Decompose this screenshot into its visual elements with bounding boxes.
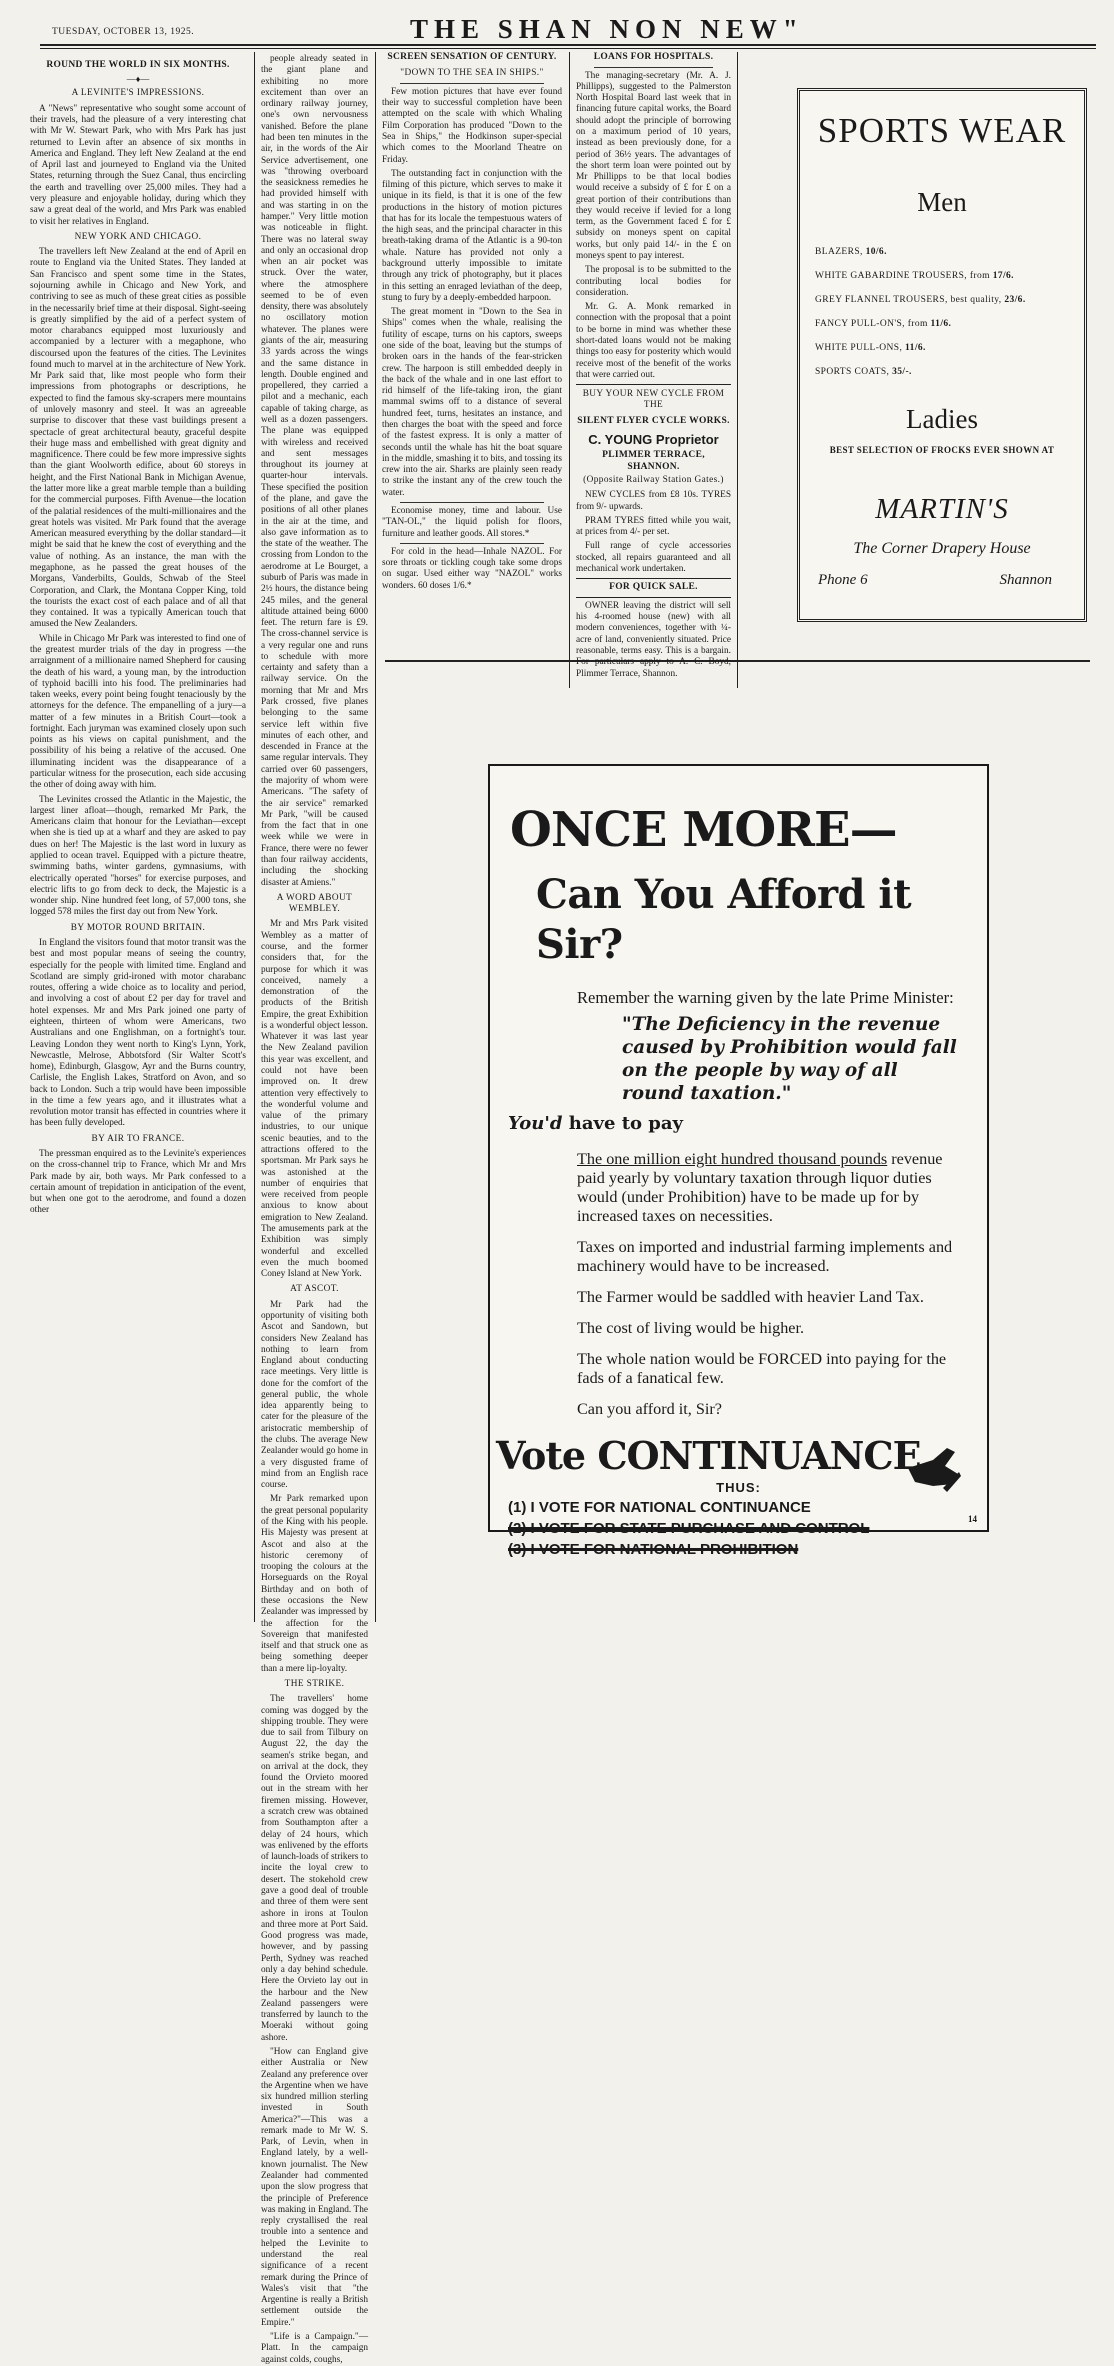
divider: [594, 67, 713, 68]
once-more-heading: ONCE MORE—: [510, 802, 897, 858]
option-state-purchase: (2) I VOTE FOR STATE PURCHASE AND CONTROL: [508, 1520, 870, 1537]
price-item: [815, 240, 1084, 264]
paragraph: The Levinites crossed the Atlantic in the Majestic, the largest liner afloat—though, remarked Mr Park, the Americans claim that honour for the Leviathan—except when she is tied up at a wharf and they are asked to pay dues on her! The Majestic is the last word in luxury as applied to ocean travel. Equipped with a picture theatre, swimming baths, winter gardens, gymnasiums, with electrically operated "horses" for exercise purposes, and electric lifts to go from deck to deck, the Majestic is a wonder ship. Nine hundred feet long, of 57,000 tons, she logged 578 miles the first day out from New York.: [30, 794, 246, 918]
item-price: 23/6.: [1004, 295, 1026, 305]
divider: —♦—: [126, 73, 150, 84]
item-name: SPORTS COATS,: [815, 367, 890, 377]
cycle-ad-range: Full range of cycle accessories stocked, all repairs guaranteed and all mechanical work undertaken.: [576, 541, 731, 575]
item-name: BLAZERS,: [815, 247, 863, 257]
paragraph: While in Chicago Mr Park was interested to find one of the greatest murder trials of the day in progress —the arraignment of a millionaire named Shepherd for causing the death of his ward, a young man, by the introduction of typhoid bacilli into his food. The preliminaries had taken weeks, every point being fought tenaciously by the attorneys for the defence. The empanelling of a jury—a matter of a few minutes in a British Court—took a fortnight. Each juryman was examined closely upon such points as his views on capital punishment, and the possibility of his being a relative of the accused. One illuminating incident was the disappearance of a particular witness for the prosecution, each side accusing the other of doing away with him.: [30, 633, 246, 791]
option-prohibition: (3) I VOTE FOR NATIONAL PROHIBITION: [508, 1541, 799, 1558]
article-subhead: NEW YORK AND CHICAGO.: [74, 231, 202, 242]
paragraph: Mr. G. A. Monk remarked in connection with the proposal that a point to be borne in mind was whether these short-dated loans would not be making things too easy for posterity which would receive most of the benefit of the works that were carried out.: [576, 302, 731, 380]
men-heading: Men: [917, 187, 967, 217]
article-subhead: BY MOTOR ROUND BRITAIN.: [70, 922, 206, 933]
column-3: [382, 50, 562, 690]
point-taxes: Taxes on imported and industrial farming implements and machinery would have to be increased.: [577, 1238, 953, 1275]
column-rule-3: [569, 52, 570, 688]
divider: [400, 543, 544, 544]
paragraph: Few motion pictures that have ever found their way to successful completion have been attempted on the scale with which Whaling Film Corporation has produced "Down to the Sea in Ships," the Hodkinson super-special which comes to the Moorland Theatre on Friday.: [382, 86, 562, 165]
masthead-rule-thin: [40, 48, 1096, 49]
sports-wear-advert: [797, 88, 1087, 622]
continuance-word: CONTINUANCE: [597, 1433, 921, 1478]
paragraph: The travellers' home coming was dogged by the shipping trouble. They were due to sail from Tilbury on August 22, the day the seamen's strike began, and on arrival at the dock, they found the Orvieto moored out in the stream with her firemen missing. However, a scratch crew was obtained from Southampton after a delay of 24 hours, which was enlivened by the efforts of launch-loads of strikers to incite the loyal crew to desert. The stokehold crew gave a good deal of trouble and three of them were sent ashore in irons at Toulon and three more at Port Said. Good progress was made, however, and by passing Perth, Sydney was reached only a day behind schedule. Here the Orvieto lay out in the harbour and the New Zealand passengers were transferred by launch to the Moeraki without going ashore.: [261, 1694, 368, 2043]
divider: [400, 502, 544, 503]
revenue-underlined: The one million eight hundred thousand pounds: [577, 1150, 888, 1168]
vote-continuance-advert: [488, 764, 989, 1558]
advert-nazol: For cold in the head—Inhale NAZOL. For sore throats or tickling cough take some drops on sugar. Used either way "NAZOL" works wonders. 60 doses 1/6.*: [382, 546, 562, 591]
divider: [576, 578, 731, 579]
cycle-ad-owner: C. YOUNG Proprietor: [588, 432, 719, 448]
column-4: [576, 50, 731, 690]
afford-line-1: Can You Afford it: [536, 871, 912, 918]
point-farmer: The Farmer would be saddled with heavier Land Tax.: [577, 1288, 924, 1306]
sale-ad-text: OWNER leaving the district will sell his 4-roomed house (new) with all modern conveniences, together with ¼-acre of land, conveniently situated. Price reasonable, terms easy. This is a bargain. For particulars apply to A. C. Boyd, Plimmer Terrace, Shannon.: [576, 600, 731, 679]
point-afford: Can you afford it, Sir?: [577, 1400, 722, 1418]
paragraph: The pressman enquired as to the Levinite's experiences on the cross-channel trip to France, which Mr and Mrs Park made by air, both ways. Mr Park confessed to a certain amount of trepidation in anticipation of the event, but when one got to the aerodrome, and found a dozen other: [30, 1149, 246, 1216]
masthead-title: THE SHAN NON NEW": [410, 14, 804, 44]
item-price: 11/6.: [930, 319, 952, 329]
ladies-heading: Ladies: [906, 404, 978, 434]
column-rule-4: [737, 52, 738, 688]
paragraph: Mr Park remarked upon the great personal popularity of the King with his people. His Majesty was present at Ascot and also at the historic ceremony of trooping the colours at the Horseguards on the Royal Birthday and on both of these occasions the New Zealander was impressed by the affection for the Sovereign that manifested itself and that struck one as being something deeper than a mere lip-loyalty.: [261, 1494, 368, 1674]
article-subhead: BY AIR TO FRANCE.: [91, 1133, 185, 1144]
article-subhead: A WORD ABOUT WEMBLEY.: [276, 892, 353, 915]
item-price: 11/6.: [905, 343, 926, 353]
point-cost: The cost of living would be higher.: [577, 1319, 805, 1337]
advert-number: 14: [968, 1514, 977, 1524]
remember-text: Remember the warning given by the late Prime Minister:: [577, 988, 954, 1007]
paragraph: In England the visitors found that motor transit was the best and most popular means of seeing the country, especially for the people with limited time. England and Scotland are simply grid-ironed with motor charabanc routes, offering a wide choice as to locality and period, and involving a cost of about £2 per day for travel and hotel expenses. Mr and Mrs Park joined one party of eighteen, thirteen of whom were Americans, two Australians and one Englishman, on a fortnight's tour. Leaving London they went north to King's Lynn, York, Newcastle, Melrose, Abbotsford (Sir Walter Scott's home), Edinburgh, Glasgow, Ayr and the Burns country, Carlisle, the English Lakes, Stratford on Avon, and so back to London. Such a trip would have been impossible in the time a few years ago, and it illustrates what a revolution motor transit has effected in countries where it has been fully developed.: [30, 937, 246, 1129]
price-list: [815, 240, 1084, 384]
voting-hand-icon: [903, 1438, 963, 1498]
sports-title: SPORTS WEAR: [817, 111, 1067, 150]
paragraph: The outstanding fact in conjunction with the filming of this picture, which serves to make it unique in its field, is that it is one of the few productions in the history of motion pictures that has for its locale the tempestuous waters of the high seas, and the principal character in this breath-taking drama of the Atlantic is a 90-ton whale. Nature has provided not only a background utterly impossible to imitate through any trick of photography, but it places in this setting an enraged leviathan of the deep, stung to fury by a deeply-embedded harpoon.: [382, 168, 562, 303]
item-price: 17/6.: [992, 271, 1014, 281]
price-item: [815, 312, 1084, 336]
cycle-ad-opposite: (Opposite Railway Station Gates.): [583, 475, 724, 486]
youd-word: You'd: [508, 1113, 563, 1134]
column-rule-2: [375, 52, 376, 1622]
paragraph: The great moment in "Down to the Sea in Ships" comes when the whale, realising the futility of escape, turns on his captors, sweeps one side of the boat, leaving but the stumps of broken oars in the hands of the fear-stricken crew. The harpoon is still embedded deeply in the back of the whale and in one last effort to rid himself of the life-taking iron, the giant mammal swims off to a distance of several hundred feet, turns, hesitates an instance, and then charges the boat with the speed and force of the fastest express. It is only a matter of seconds until the whale has hit the boat square in the middle, smashing it to bits, and tossing its crew into the air. Sharks are plainly seen ready to strike the instant any of the crew touch the water.: [382, 307, 562, 498]
article-subhead: THE STRIKE.: [284, 1678, 345, 1689]
revenue-paragraph: [577, 1150, 967, 1226]
column-2: [261, 54, 368, 2365]
item-name: GREY FLANNEL TROUSERS, best quality,: [815, 295, 1002, 305]
paragraph: The proposal is to be submitted to the contributing local bodies for consideration.: [576, 265, 731, 298]
paragraph: A "News" representative who sought some account of their travels, had the pleasure of a very interesting chat with Mr W. Stewart Park, who with Mrs Park has just returned to Levin after an absence of six months in America and England. They left New Zealand at the end of April last and journeyed to England via the United States, returning through the Suez Canal, thus encircling the earth and travelling over 25,000 miles. They had a very pleasure and enjoyable holiday, during which they saw a great deal of the world, and Mrs Park was enabled to visit her relatives in England.: [30, 103, 246, 227]
item-name: FANCY PULL-ON'S, from: [815, 319, 928, 329]
vote-word: Vote: [496, 1433, 586, 1478]
item-name: WHITE GABARDINE TROUSERS, from: [815, 271, 990, 281]
price-item: [815, 336, 1084, 360]
store-tagline: The Corner Drapery House: [853, 540, 1031, 557]
column-1: [30, 58, 246, 1622]
masthead-rule: [40, 44, 1096, 46]
afford-heading: [536, 870, 987, 970]
store-phone: Phone 6: [818, 572, 868, 588]
column-rule-1: [254, 52, 255, 1622]
masthead-date: TUESDAY, OCTOBER 13, 1925.: [52, 27, 195, 37]
article-headline: LOANS FOR HOSPITALS.: [593, 52, 714, 62]
article-subhead: AT ASCOT.: [290, 1284, 339, 1295]
paragraph: people already seated in the giant plane and exhibiting no more excitement than over an ordinary railway journey, one's own nervousness vanished. Before the plane had been ten minutes in the air, in the words of the Air Service advertisement, one was "throwing overboard the seasickness remedies he had provided himself with and was starting in on the hamper." Very little motion was noticeable in flight. There was no lateral sway and only an occasional drop when an air pocket was struck. Over the water, where the atmosphere seemed to be of even density, there was absolutely no oscillatory motion whatever. The planes were giants of the air, measuring 33 yards across the wings and the same distance in length. Double engined and propellered, they carried a pilot and a mechanic, each capable of taking charge, as well as a dozen passengers. The plane was equipped with wireless and received and sent messages throughout its journey at quarter-hour intervals. These specified the position of the plane, and gave the positions of all other planes in the air at the time, and also gave information as to the state of the weather. The crossing from London to the aerodrome at Le Bourget, a suburb of Paris was made in 2½ hours, the distance being 245 miles, and the general altitude attained being 6000 feet. The return fare is £9. The cross-channel service is a very regular one and runs to schedule with more certainty and safety than a railway service. On the morning that Mr and Mrs Park crossed, five planes belonging to the same service left within five minutes of each other, and descended in France at the same regular intervals. They carried over 60 passengers, the majority of whom were Americans. "The safety of the air service" remarked Mr Park, "will be caused from the fact that in one week while we were in France, there were no fewer than four railway accidents, including the shocking disaster at Amiens.": [261, 54, 368, 888]
thus-label: THUS:: [716, 1480, 761, 1495]
item-price: 35/-.: [892, 367, 912, 377]
advert-tanol: Economise money, time and labour. Use "TAN-OL," the liquid polish for floors, furniture and leather goods. All stores.*: [382, 505, 562, 539]
paragraph: The managing-secretary (Mr. A. J. Phillipps), suggested to the Palmerston North Hospital Board last week that in financing future capital works, the Board should adopt the principle of borrowing on a maximum period of 10 years, instead as been previously done, for a period of 36½ years. The advantages of the short term loan were pointed out by Mr Phillipps to be that local bodies would receive a subsidy of £ for £ on a great portion of their contributions than they would receive if levied for a long term, as the Government faced £ for £ subsidy on moneys spent on capital works, but only paid 14/- in the £ on moneys spent to pay interest.: [576, 70, 731, 262]
youd-have-to-pay: [508, 1113, 987, 1134]
paragraph: "How can England give either Australia or New Zealand any preference over the Argentine when we have six hundred million sterling invested in South America?"—This was a remark made to Mr W. S. Park, of Levin, when in England lately, by a well-known journalist. The New Zealander had commented upon the slow progress that the principle of Preference was making in England. The reply crystallised the real trouble into a sentence and helped the Levinite to understand the real significance of a recent remark during the Prince of Wales's visit that "the Argentine is really a British settlement outside the Empire.": [261, 2046, 368, 2328]
item-name: WHITE PULL-ONS,: [815, 343, 903, 353]
sale-ad-head: FOR QUICK SALE.: [609, 582, 698, 593]
option-continuance: (1) I VOTE FOR NATIONAL CONTINUANCE: [508, 1499, 811, 1516]
article-subhead: "DOWN TO THE SEA IN SHIPS.": [400, 67, 544, 78]
cycle-ad-head: BUY YOUR NEW CYCLE FROM THE: [582, 389, 725, 411]
price-item: [815, 288, 1084, 312]
paragraph: Mr and Mrs Park visited Wembley as a matter of course, and the former considers that, for the purpose for which it was conceived, namely a demonstration of the products of the British Empire, the great Exhibition is a wonderful object lesson. Whatever it was last year the New Zealand pavilion this year was excellent, and could not have been improved on. It drew attention very effectively to the wonderful volume and value of the primary industries, to our unique scenic beauties, and to the attractions offered to the sportsman. Mr Park says he was astonished at the number of enquiries that were received from people anxious to know about emigration to New Zealand. The amusements park at the Exhibition was simply wonderful and excelled even the much boomed Coney Island at New York.: [261, 919, 368, 1280]
prime-minister-quote: "The Deficiency in the revenue caused by Prohibition would fall on the people by way of all round taxation.": [622, 1014, 957, 1104]
item-price: 10/6.: [865, 247, 887, 257]
cycle-ad-works: SILENT FLYER CYCLE WORKS.: [577, 415, 730, 426]
article-subhead: A LEVINITE'S IMPRESSIONS.: [71, 88, 205, 99]
store-town: Shannon: [999, 572, 1052, 588]
phone-row: [818, 572, 1052, 589]
paragraph: "Life is a Campaign."—Platt. In the campaign against colds, coughs,: [261, 2331, 368, 2365]
store-name: MARTIN'S: [875, 493, 1009, 525]
have-to-pay: have to pay: [568, 1113, 683, 1134]
divider: [576, 597, 731, 598]
divider: [576, 384, 731, 385]
cycle-ad-new: NEW CYCLES from £8 10s. TYRES from 9/- upwards.: [576, 490, 731, 512]
paragraph: The travellers left New Zealand at the end of April en route to England via the United States. They landed at San Francisco and spent some time in the States, sojourning awhile in Chicago and New York, and contriving to see as much of these great cities as possible in the necessarily brief time at their disposal. Sight-seeing is greatly simplified by the aid of a perfect system of motor charabancs equipped most luxuriously and accompanied by a lecturer with a megaphone, who discoursed upon the features of the cities. The Levinites found much to marvel at in the architecture of New York. Mr Park said that, like most people who form their impressions from photographs or descriptions, he expected to find the famous sky-scrapers mere mountains of unlovely masonry and steel. It was an agreeable surprise to discover that these vast buildings present a spectacle of great architectural beauty, graceful despite their huge mass and embellished with great dignity and magnificence. There could be few more impressive sights than the giant Woolworth edifice, about 60 storeys in height, and the First National Bank in Michigan Avenue, the latter more like a great marble temple than a building for the commercial purposes. Fifth Avenue—the location of the palatial residences of the multi-millionaires and the great hotels was visited. Mr Park found that the average American measured everything by the dollar standard—it might be said that he knew the cost of everything and the value of nothing. As an instance, the man with the megaphone, as he passed the great houses of the Morgans, Vanderbilts, Goulds, Schwab of the Steel Corporation, and Clark, the Montana Copper King, told the tourists the exact cost of each palace and of all that they contained. It was a typically American touch that amused the New Zealanders.: [30, 247, 246, 630]
afford-line-2: Sir?: [536, 921, 623, 968]
divider: [400, 83, 544, 84]
paragraph: Mr Park had the opportunity of visiting both Ascot and Sandown, but considers New Zealand has nothing to learn from England about conducting race meetings. Very little is done for the comfort of the general public, the whole idea apparently being to cater for the pleasure of the aristocratic membership of the clubs. The average New Zealander would go home in a very disgusted frame of mind from an English race course.: [261, 1299, 368, 1491]
article-headline: ROUND THE WORLD IN SIX MONTHS.: [46, 60, 230, 70]
article-headline: SCREEN SENSATION OF CENTURY.: [387, 52, 557, 62]
price-item: [815, 360, 1084, 384]
cycle-ad-address: PLIMMER TERRACE, SHANNON.: [602, 450, 705, 472]
revenue-rest: revenue paid yearly by voluntary taxation through liquor duties would (under Prohibition) have to be made up for by increased taxes on necessities.: [577, 1150, 943, 1225]
point-nation: The whole nation would be FORCED into paying for the fads of a fanatical few.: [577, 1350, 947, 1387]
best-selection: BEST SELECTION OF FROCKS EVER SHOWN AT: [829, 445, 1055, 455]
cycle-ad-pram: PRAM TYRES fitted while you wait, at prices from 4/- per set.: [576, 515, 731, 538]
price-item: [815, 264, 1084, 288]
